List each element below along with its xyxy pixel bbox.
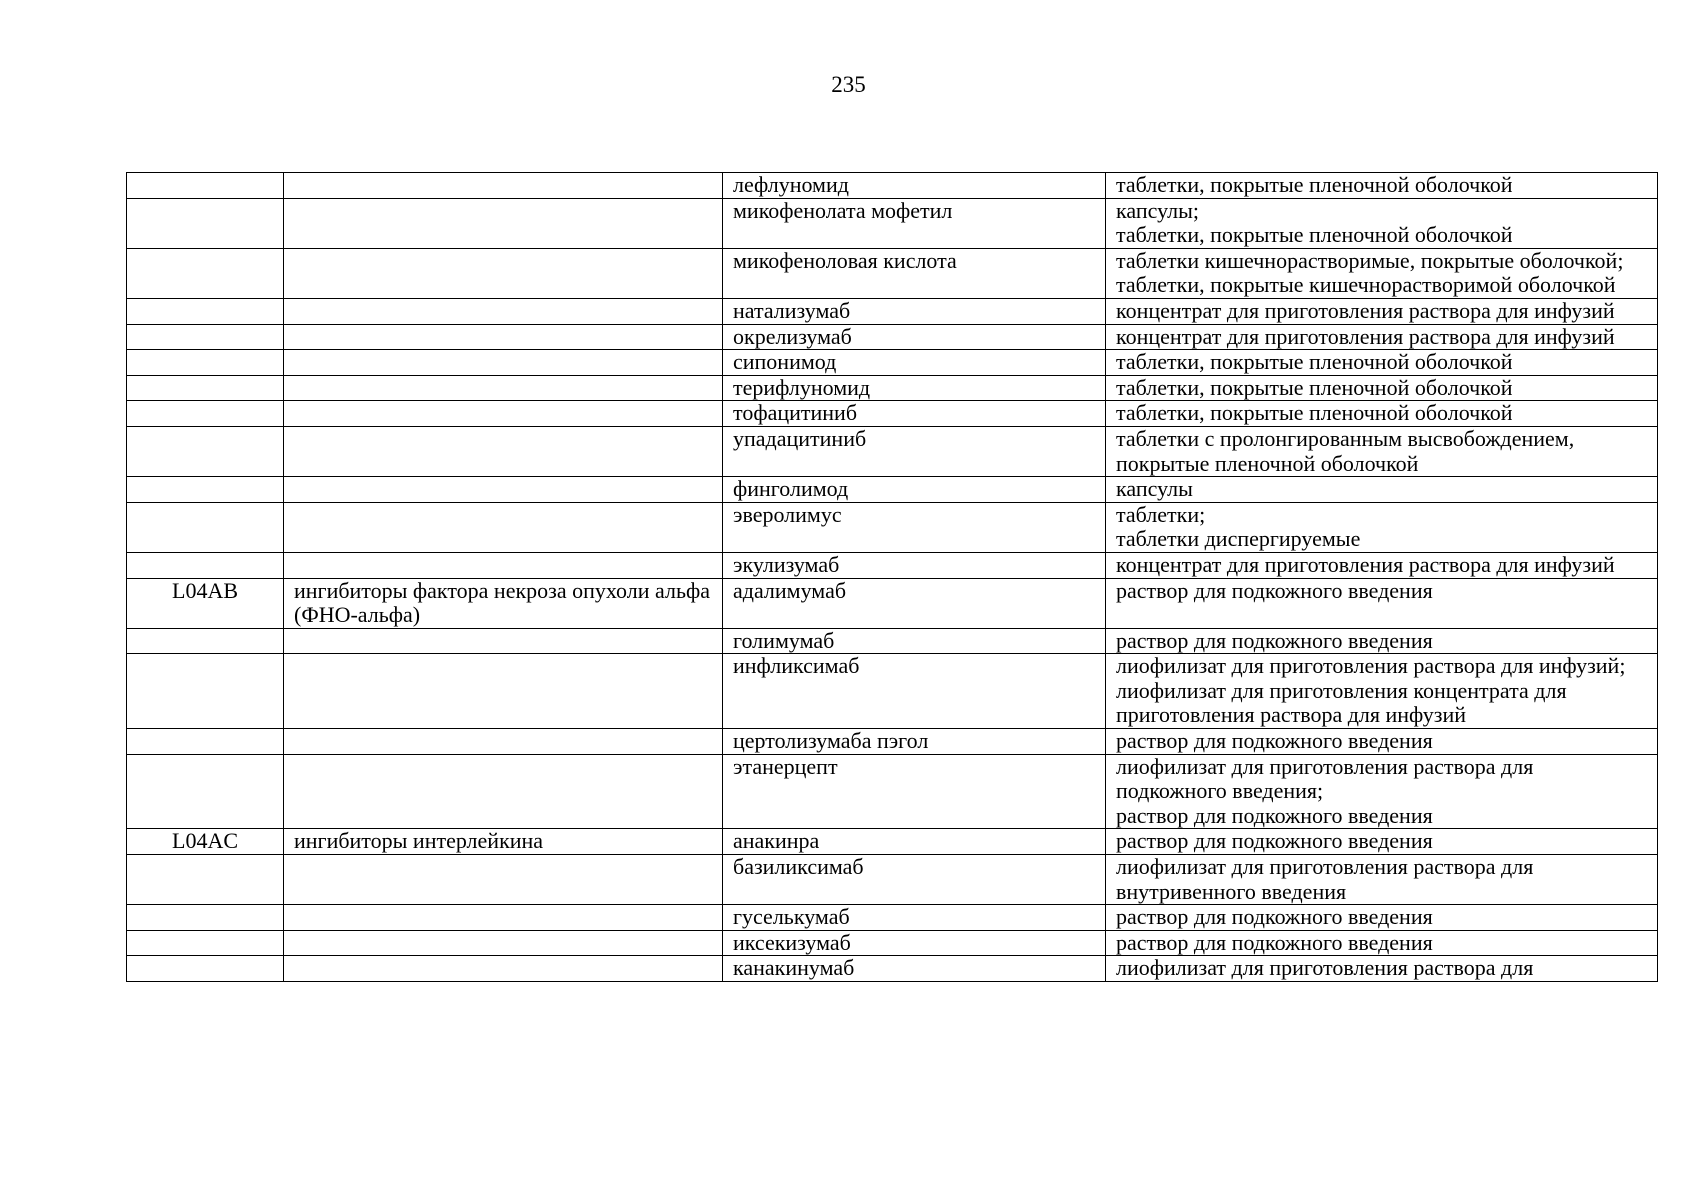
group-cell — [284, 426, 723, 476]
atc-code-cell — [127, 654, 284, 729]
table-row — [127, 829, 1658, 855]
atc-code-cell — [127, 930, 284, 956]
dosage-form-cell: таблетки, покрытые пленочной оболочкой — [1106, 350, 1658, 376]
dosage-form-cell: таблетки, покрытые пленочной оболочкой — [1106, 401, 1658, 427]
drug-cell: тофацитиниб — [723, 401, 1106, 427]
dosage-form-cell: таблетки, покрытые пленочной оболочкой — [1106, 173, 1658, 199]
atc-code-cell — [127, 375, 284, 401]
atc-code-cell — [127, 729, 284, 755]
atc-code-cell — [127, 324, 284, 350]
atc-code-cell — [127, 754, 284, 829]
group-cell — [284, 502, 723, 552]
group-cell — [284, 855, 723, 905]
group-cell — [284, 173, 723, 199]
table-row — [127, 350, 1658, 376]
group-cell — [284, 298, 723, 324]
table-row — [127, 401, 1658, 427]
dosage-form-cell: раствор для подкожного введения — [1106, 905, 1658, 931]
group-cell — [284, 905, 723, 931]
dosage-form-cell: таблетки; таблетки диспергируемые — [1106, 502, 1658, 552]
dosage-form-cell: раствор для подкожного введения — [1106, 829, 1658, 855]
table-row — [127, 324, 1658, 350]
dosage-form-cell: раствор для подкожного введения — [1106, 729, 1658, 755]
atc-code-cell — [127, 502, 284, 552]
drug-cell: анакинра — [723, 829, 1106, 855]
table-row — [127, 198, 1658, 248]
atc-code-cell: L04AC — [127, 829, 284, 855]
dosage-form-cell: концентрат для приготовления раствора для инфузий — [1106, 298, 1658, 324]
dosage-form-cell: таблетки, покрытые пленочной оболочкой — [1106, 375, 1658, 401]
table-row — [127, 654, 1658, 729]
table-row — [127, 248, 1658, 298]
drug-cell: инфликсимаб — [723, 654, 1106, 729]
group-cell: ингибиторы фактора некроза опухоли альфа (ФНО-альфа) — [284, 578, 723, 628]
group-cell — [284, 324, 723, 350]
drug-cell: экулизумаб — [723, 552, 1106, 578]
dosage-form-cell: раствор для подкожного введения — [1106, 628, 1658, 654]
atc-code-cell — [127, 956, 284, 982]
dosage-form-cell: концентрат для приготовления раствора для инфузий — [1106, 552, 1658, 578]
dosage-form-cell: капсулы — [1106, 477, 1658, 503]
drug-cell: микофенолата мофетил — [723, 198, 1106, 248]
table-row — [127, 754, 1658, 829]
table-row — [127, 905, 1658, 931]
drug-cell: голимумаб — [723, 628, 1106, 654]
group-cell — [284, 401, 723, 427]
drug-cell: адалимумаб — [723, 578, 1106, 628]
group-cell — [284, 654, 723, 729]
group-cell — [284, 956, 723, 982]
drug-table — [126, 172, 1658, 982]
drug-cell: базиликсимаб — [723, 855, 1106, 905]
group-cell — [284, 552, 723, 578]
group-cell — [284, 754, 723, 829]
dosage-form-cell: лиофилизат для приготовления раствора для — [1106, 956, 1658, 982]
drug-cell: финголимод — [723, 477, 1106, 503]
atc-code-cell — [127, 477, 284, 503]
atc-code-cell: L04AB — [127, 578, 284, 628]
drug-cell: гуселькумаб — [723, 905, 1106, 931]
group-cell — [284, 198, 723, 248]
drug-cell: упадацитиниб — [723, 426, 1106, 476]
group-cell — [284, 350, 723, 376]
atc-code-cell — [127, 628, 284, 654]
table-body — [127, 173, 1658, 982]
atc-code-cell — [127, 552, 284, 578]
table-row — [127, 628, 1658, 654]
drug-cell: микофеноловая кислота — [723, 248, 1106, 298]
dosage-form-cell: капсулы; таблетки, покрытые пленочной оболочкой — [1106, 198, 1658, 248]
table-row — [127, 502, 1658, 552]
table-row — [127, 552, 1658, 578]
dosage-form-cell: концентрат для приготовления раствора для инфузий — [1106, 324, 1658, 350]
drug-cell: эверолимус — [723, 502, 1106, 552]
table-row — [127, 578, 1658, 628]
group-cell — [284, 729, 723, 755]
drug-cell: этанерцепт — [723, 754, 1106, 829]
drug-cell: лефлуномид — [723, 173, 1106, 199]
drug-cell: окрелизумаб — [723, 324, 1106, 350]
atc-code-cell — [127, 248, 284, 298]
dosage-form-cell: таблетки с пролонгированным высвобождением, покрытые пленочной оболочкой — [1106, 426, 1658, 476]
table-row — [127, 855, 1658, 905]
table-row — [127, 173, 1658, 199]
table-row — [127, 477, 1658, 503]
drug-cell: сипонимод — [723, 350, 1106, 376]
group-cell: ингибиторы интерлейкина — [284, 829, 723, 855]
group-cell — [284, 930, 723, 956]
drug-cell: иксекизумаб — [723, 930, 1106, 956]
atc-code-cell — [127, 401, 284, 427]
group-cell — [284, 628, 723, 654]
group-cell — [284, 477, 723, 503]
table-row — [127, 426, 1658, 476]
table-row — [127, 956, 1658, 982]
group-cell — [284, 375, 723, 401]
drug-cell: терифлуномид — [723, 375, 1106, 401]
table-row — [127, 729, 1658, 755]
drug-cell: канакинумаб — [723, 956, 1106, 982]
page-number: 235 — [831, 72, 866, 97]
atc-code-cell — [127, 173, 284, 199]
atc-code-cell — [127, 298, 284, 324]
atc-code-cell — [127, 855, 284, 905]
drug-cell: натализумаб — [723, 298, 1106, 324]
table-row — [127, 930, 1658, 956]
atc-code-cell — [127, 905, 284, 931]
dosage-form-cell: таблетки кишечнорастворимые, покрытые оболочкой; таблетки, покрытые кишечнорастворимой оболочкой — [1106, 248, 1658, 298]
table-row — [127, 375, 1658, 401]
dosage-form-cell: раствор для подкожного введения — [1106, 578, 1658, 628]
dosage-form-cell: лиофилизат для приготовления раствора для внутривенного введения — [1106, 855, 1658, 905]
drug-cell: цертолизумаба пэгол — [723, 729, 1106, 755]
atc-code-cell — [127, 426, 284, 476]
atc-code-cell — [127, 350, 284, 376]
dosage-form-cell: лиофилизат для приготовления раствора для инфузий; лиофилизат для приготовления концентрата для приготовления раствора для инфузий — [1106, 654, 1658, 729]
table-row — [127, 298, 1658, 324]
dosage-form-cell: лиофилизат для приготовления раствора для подкожного введения; раствор для подкожного введения — [1106, 754, 1658, 829]
dosage-form-cell: раствор для подкожного введения — [1106, 930, 1658, 956]
group-cell — [284, 248, 723, 298]
atc-code-cell — [127, 198, 284, 248]
